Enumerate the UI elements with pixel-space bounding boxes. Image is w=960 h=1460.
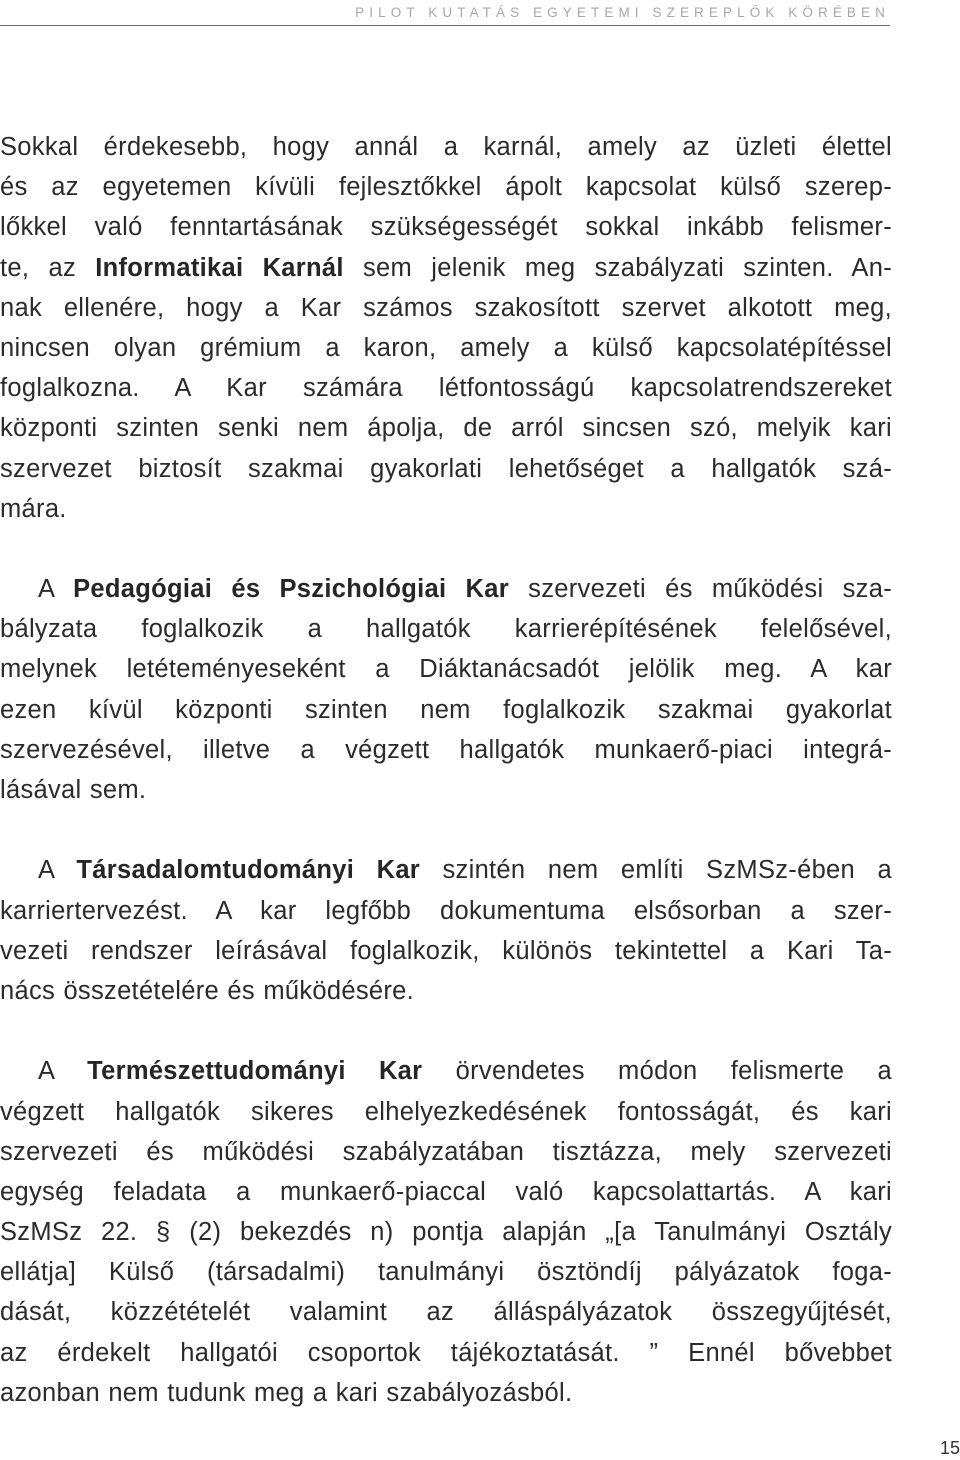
- text-line: szervezeti és működési szabályzatában tisztázza, mely szervezeti: [0, 1137, 892, 1166]
- text-line: ezen kívül központi szinten nem foglalkozik szakmai gyakorlat: [0, 695, 892, 724]
- paragraph: [0, 569, 892, 810]
- text-line: központi szinten senki nem ápolja, de arról sincsen szó, melyik kari: [0, 414, 892, 443]
- paragraph: [0, 1051, 892, 1413]
- text-segment: szintén nem említi SzMSz-ében a: [420, 856, 892, 885]
- body-text: [0, 127, 892, 1453]
- text-line: azonban nem tudunk meg a kari szabályozásból.: [0, 1378, 573, 1407]
- text-line: [0, 1051, 892, 1091]
- bold-faculty-name: Pedagógiai és Pszichológiai Kar: [73, 575, 509, 604]
- running-header: PILOT KUTATÁS EGYETEMI SZEREPLŐK KÖRÉBEN: [355, 5, 890, 20]
- bold-faculty-name: Informatikai Karnál: [95, 253, 344, 282]
- text-segment: A: [38, 1057, 88, 1086]
- text-line: vezeti rendszer leírásával foglalkozik, különös tekintettel a Kari Ta-: [0, 936, 892, 965]
- text-line: nács összetételére és működésére.: [0, 976, 415, 1005]
- text-line: foglalkozna. A Kar számára létfontosságú kapcsolatrendszereket: [0, 374, 892, 403]
- text-line: és az egyetemen kívüli fejlesztőkkel ápolt kapcsolat külső szerep-: [0, 173, 892, 202]
- text-line: szervezésével, illetve a végzett hallgatók munkaerő-piaci integrá-: [0, 735, 892, 764]
- text-line: egység feladata a munkaerő-piaccal való kapcsolattartás. A kari: [0, 1177, 892, 1206]
- text-line: dását, közzétételét valamint az álláspályázatok összegyűjtését,: [0, 1298, 892, 1327]
- text-segment: sem jelenik meg szabályzati szinten. An-: [343, 253, 892, 282]
- text-line: ellátja] Külső (társadalmi) tanulmányi ösztöndíj pályázatok foga-: [0, 1258, 892, 1287]
- page-number: 15: [939, 1438, 960, 1458]
- text-line: SzMSz 22. § (2) bekezdés n) pontja alapján „[a Tanulmányi Osztály: [0, 1218, 892, 1247]
- bold-faculty-name: Természettudományi Kar: [87, 1057, 423, 1086]
- text-segment: örvendetes módon felismerte a: [422, 1057, 893, 1086]
- text-line: [0, 569, 892, 609]
- paragraph: [0, 850, 892, 1011]
- text-line: lásával sem.: [0, 776, 147, 804]
- text-line: lőkkel való fenntartásának szükségességét sokkal inkább felismer-: [0, 213, 892, 242]
- text-line: Sokkal érdekesebb, hogy annál a karnál, amely az üzleti élettel: [0, 133, 892, 161]
- text-line: bályzata foglalkozik a hallgatók karrierépítésének felelősével,: [0, 615, 892, 644]
- text-segment: te, az: [0, 253, 96, 282]
- text-line: végzett hallgatók sikeres elhelyezkedésének fontosságát, és kari: [0, 1097, 892, 1126]
- paragraph: [0, 127, 892, 529]
- text-line: [0, 850, 892, 890]
- text-line: az érdekelt hallgatói csoportok tájékoztatását. ” Ennél bővebbet: [0, 1338, 892, 1367]
- text-segment: szervezeti és működési sza-: [508, 575, 892, 604]
- text-line: karriertervezést. A kar legfőbb dokumentuma elsősorban a szer-: [0, 896, 892, 925]
- bold-faculty-name: Társadalomtudományi Kar: [76, 856, 421, 885]
- text-segment: A: [38, 856, 77, 885]
- header-rule: [0, 25, 890, 26]
- text-line: mára.: [0, 494, 67, 523]
- text-line: [0, 248, 892, 288]
- text-line: szervezet biztosít szakmai gyakorlati lehetőséget a hallgatók szá-: [0, 454, 892, 483]
- text-line: nincsen olyan grémium a karon, amely a külső kapcsolatépítéssel: [0, 333, 892, 362]
- text-segment: A: [38, 575, 74, 604]
- text-line: melynek letéteményeseként a Diáktanácsadót jelölik meg. A kar: [0, 655, 892, 684]
- text-line: nak ellenére, hogy a Kar számos szakosított szervet alkotott meg,: [0, 293, 892, 322]
